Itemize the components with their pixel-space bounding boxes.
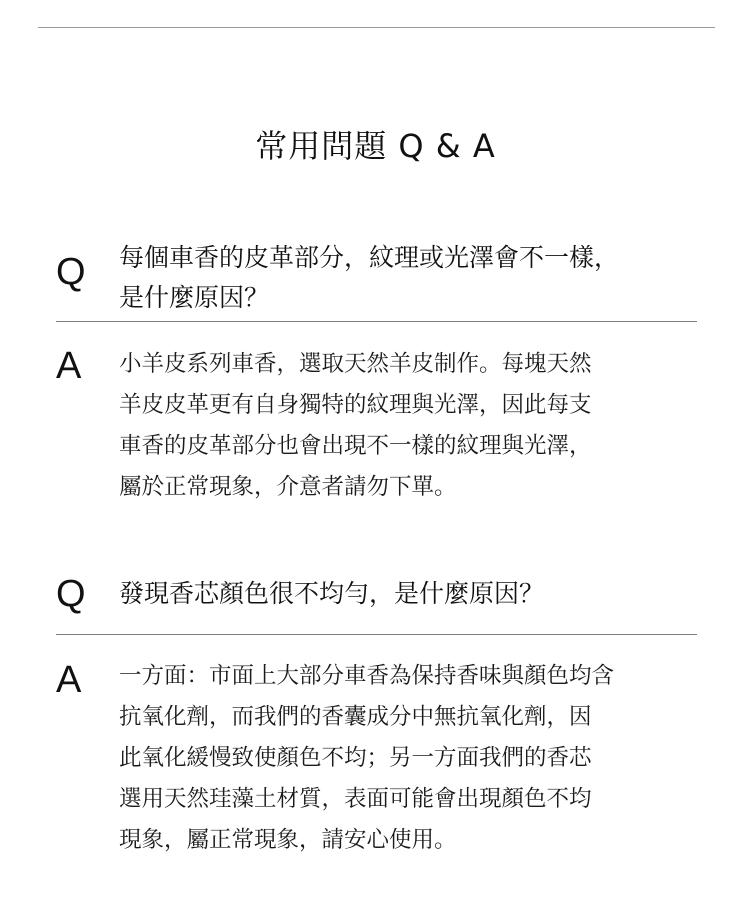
answer-line: 羊皮皮革更有自身獨特的紋理與光澤，因此每支 [119, 392, 592, 418]
answer-text [119, 656, 704, 861]
question-line: 每個車香的皮革部分，紋理或光澤會不一樣， [119, 243, 620, 272]
question-line: 發現香芯顏色很不均勻，是什麼原因？ [119, 579, 545, 608]
page-title: 常用問題 Q & A [255, 127, 496, 165]
question-divider [56, 634, 697, 635]
question-marker: Q [56, 251, 86, 293]
question-text [119, 238, 704, 318]
question-line: 是什麼原因？ [119, 283, 270, 312]
answer-text [119, 344, 704, 508]
answer-line: 車香的皮革部分也會出現不一樣的紋理與光澤， [119, 433, 592, 459]
question-text [119, 574, 704, 614]
question-divider [56, 321, 697, 322]
question-marker: Q [56, 573, 86, 615]
answer-marker: A [56, 659, 82, 701]
answer-line: 此氧化緩慢致使顏色不均；另一方面我們的香芯 [119, 745, 592, 771]
answer-line: 屬於正常現象，介意者請勿下單。 [119, 474, 457, 500]
answer-line: 現象，屬正常現象，請安心使用。 [119, 827, 457, 853]
answer-marker: A [56, 345, 82, 387]
answer-line: 小羊皮系列車香，選取天然羊皮制作。每塊天然 [119, 351, 592, 377]
top-divider [38, 27, 715, 28]
answer-line: 抗氧化劑，而我們的香囊成分中無抗氧化劑，因 [119, 704, 592, 730]
answer-line: 選用天然珪藻土材質，表面可能會出現顏色不均 [119, 786, 592, 812]
answer-line: 一方面：市面上大部分車香為保持香味與顏色均含 [119, 663, 615, 689]
